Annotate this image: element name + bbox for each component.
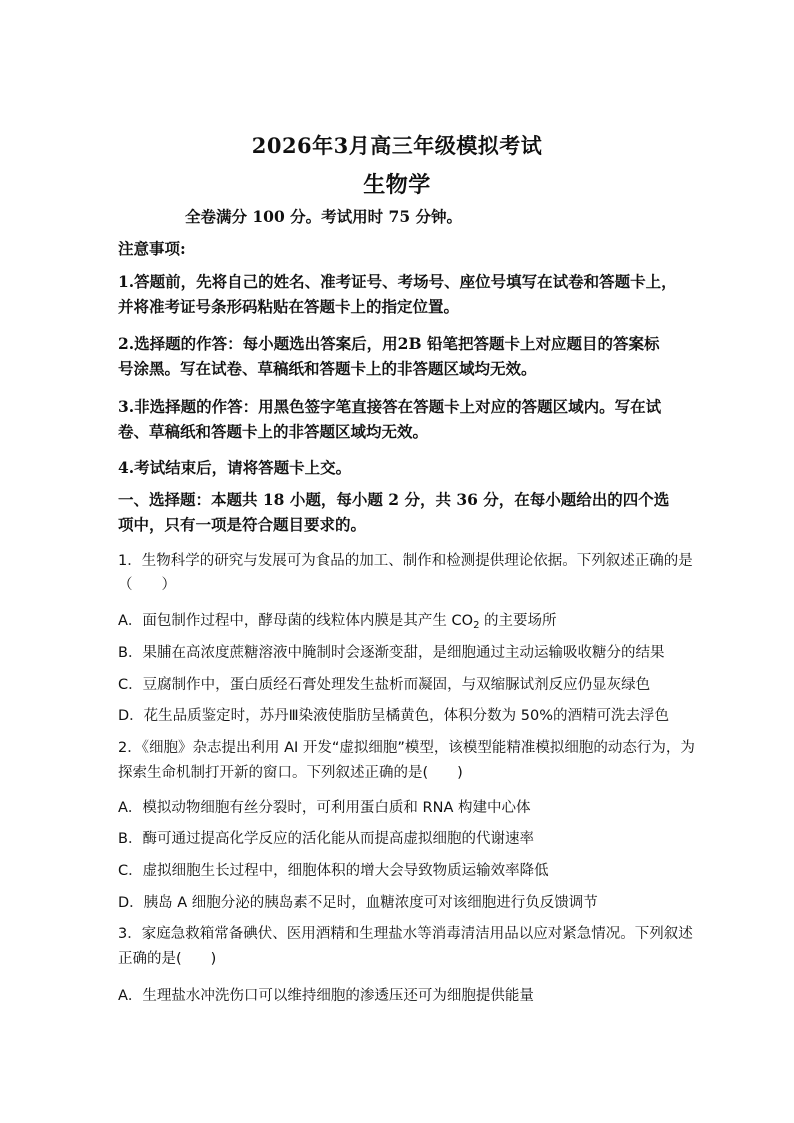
section-1-heading-line-2: 项中，只有一项是符合题目要求的。 [118, 515, 367, 534]
exam-title: 2026年3月高三年级模拟考试 [251, 133, 543, 158]
question-2-stem-line-1: 2．《细胞》杂志提出利用 AI 开发“虚拟细胞”模型，该模型能精准模拟细胞的动态行为，为 [118, 740, 695, 756]
question-3-stem-line-2: 正确的是( ) [118, 951, 217, 967]
note-2-line-2: 号涂黑。写在试卷、草稿纸和答题卡上的非答题区域均无效。 [118, 359, 537, 378]
co2-subscript: 2 [473, 620, 480, 631]
question-1-option-d: D．花生品质鉴定时，苏丹Ⅲ染液使脂肪呈橘黄色，体积分数为 50%的酒精可洗去浮色 [118, 708, 669, 724]
question-1-option-b: B．果脯在高浓度蔗糖溶液中腌制时会逐渐变甜，是细胞通过主动运输吸收糖分的结果 [118, 645, 665, 661]
question-1-option-a-tail: 的主要场所 [479, 613, 557, 629]
question-2-option-b: B．酶可通过提高化学反应的活化能从而提高虚拟细胞的代谢速率 [118, 831, 534, 847]
question-1-stem-line-2: （ ） [118, 577, 176, 593]
question-2-option-c: C．虚拟细胞生长过程中，细胞体积的增大会导致物质运输效率降低 [118, 863, 549, 879]
question-3-option-a: A．生理盐水冲洗伤口可以维持细胞的渗透压还可为细胞提供能量 [118, 988, 534, 1004]
question-2-option-d: D．胰岛 A 细胞分泌的胰岛素不足时，血糖浓度可对该细胞进行负反馈调节 [118, 895, 598, 911]
subject-title: 生物学 [363, 172, 431, 198]
exam-info: 全卷满分 100 分。考试用时 75 分钟。 [185, 207, 463, 226]
question-3-stem-line-1: 3．家庭急救箱常备碘伏、医用酒精和生理盐水等消毒清洁用品以应对紧急情况。下列叙述 [118, 926, 693, 942]
note-4: 4.考试结束后，请将答题卡上交。 [118, 458, 352, 477]
note-3-line-2: 卷、草稿纸和答题卡上的非答题区域均无效。 [118, 422, 429, 441]
note-2-line-1: 2.选择题的作答：每小题选出答案后，用2B 铅笔把答题卡上对应题目的答案标 [118, 334, 660, 353]
question-1-option-a-text: A．面包制作过程中，酵母菌的线粒体内膜是其产生 CO [118, 613, 474, 629]
question-1-option-c: C．豆腐制作中，蛋白质经石膏处理发生盐析而凝固，与双缩脲试剂反应仍显灰绿色 [118, 677, 651, 693]
note-1-line-1: 1.答题前，先将自己的姓名、准考证号、考场号、座位号填写在试卷和答题卡上， [118, 272, 677, 291]
note-3-line-1: 3.非选择题的作答：用黑色签字笔直接答在答题卡上对应的答题区域内。写在试 [118, 397, 662, 416]
question-1-option-a [118, 613, 678, 630]
question-2-option-a: A．模拟动物细胞有丝分裂时，可利用蛋白质和 RNA 构建中心体 [118, 800, 531, 816]
notes-heading: 注意事项: [118, 239, 186, 258]
note-1-line-2: 并将准考证号条形码粘贴在答题卡上的指定位置。 [118, 297, 460, 316]
question-2-stem-line-2: 探索生命机制打开新的窗口。下列叙述正确的是( ) [118, 765, 463, 781]
section-1-heading-line-1: 一、选择题：本题共 18 小题，每小题 2 分，共 36 分，在每小题给出的四个选 [118, 490, 670, 509]
question-1-stem-line-1: 1．生物科学的研究与发展可为食品的加工、制作和检测提供理论依据。下列叙述正确的是 [118, 553, 693, 569]
